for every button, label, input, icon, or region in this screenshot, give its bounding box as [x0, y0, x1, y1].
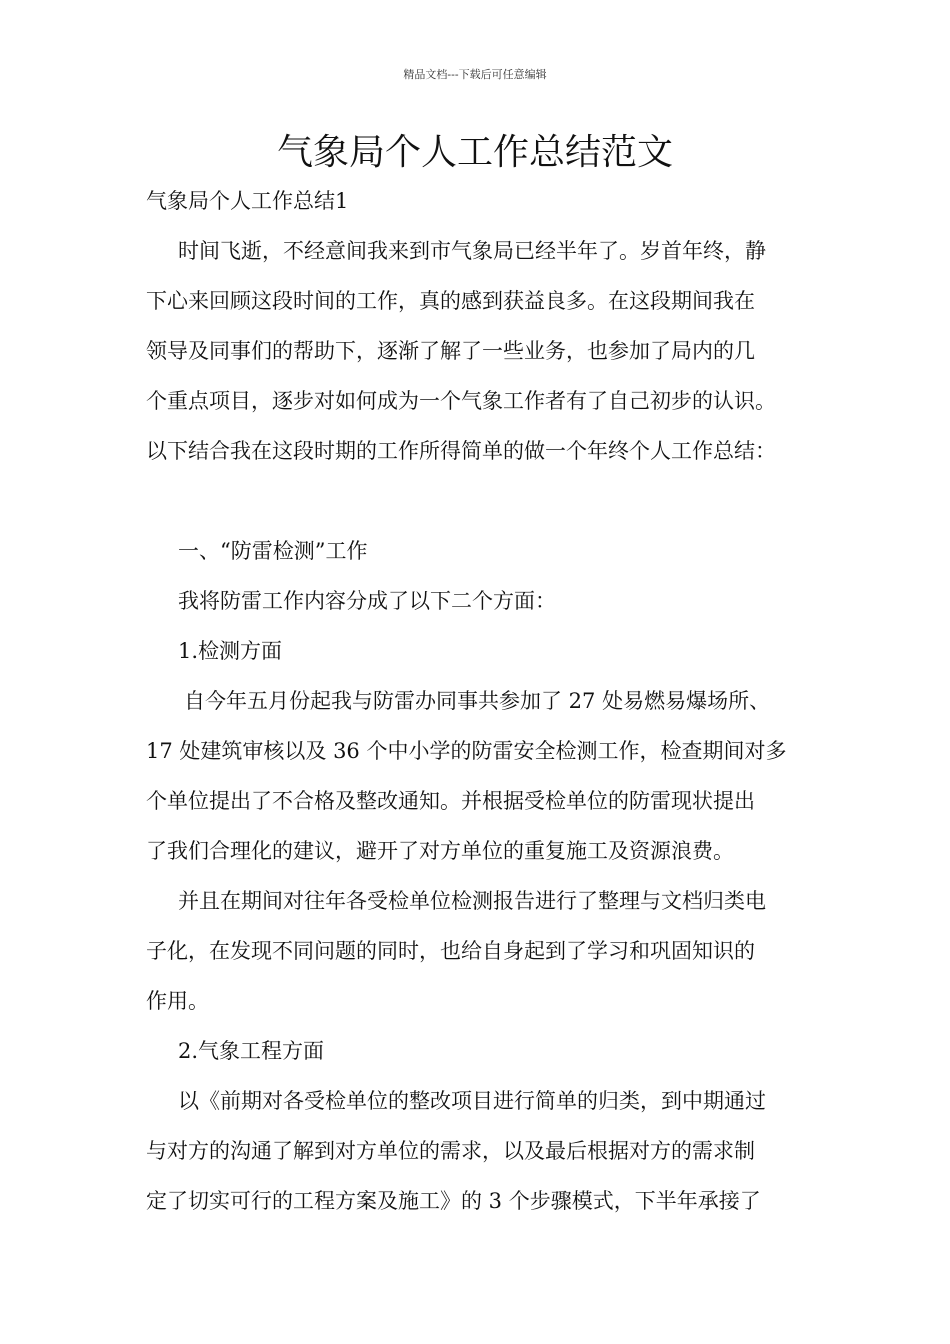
paragraph-line: 我将防雷工作内容分成了以下二个方面： — [178, 589, 556, 613]
section-heading: 一、“防雷检测”工作 — [178, 539, 368, 563]
subsection-heading: 1.检测方面 — [178, 639, 283, 663]
paragraph-line: 定了切实可行的工程方案及施工》的 3 个步骤模式，下半年承接了 — [146, 1189, 761, 1213]
paragraph-line: 自今年五月份起我与防雷办同事共参加了 27 处易燃易爆场所、 — [184, 689, 771, 713]
document-title: 气象局个人工作总结范文 — [276, 132, 673, 173]
paragraph-line: 领导及同事们的帮助下，逐渐了解了一些业务，也参加了局内的几 — [146, 339, 755, 363]
paragraph-line: 以《前期对各受检单位的整改项目进行简单的归类，到中期通过 — [178, 1089, 766, 1113]
paragraph-line: 与对方的沟通了解到对方单位的需求，以及最后根据对方的需求制 — [146, 1139, 755, 1163]
paragraph-line: 以下结合我在这段时期的工作所得简单的做一个年终个人工作总结： — [146, 439, 776, 463]
paragraph-line: 作用。 — [146, 989, 209, 1013]
document-subtitle: 气象局个人工作总结1 — [146, 189, 349, 213]
subsection-heading: 2.气象工程方面 — [178, 1039, 325, 1063]
paragraph-line: 下心来回顾这段时间的工作，真的感到获益良多。在这段期间我在 — [146, 289, 755, 313]
header-note: 精品文档---下载后可任意编辑 — [403, 68, 547, 81]
paragraph-line: 子化，在发现不同问题的同时，也给自身起到了学习和巩固知识的 — [146, 939, 755, 963]
paragraph-line: 时间飞逝，不经意间我来到市气象局已经半年了。岁首年终，静 — [178, 239, 766, 263]
paragraph-line: 个单位提出了不合格及整改通知。并根据受检单位的防雷现状提出 — [146, 789, 755, 813]
paragraph-line: 个重点项目，逐步对如何成为一个气象工作者有了自己初步的认识。 — [146, 389, 776, 413]
paragraph-line: 17 处建筑审核以及 36 个中小学的防雷安全检测工作，检查期间对多 — [146, 739, 787, 763]
paragraph-line: 了我们合理化的建议，避开了对方单位的重复施工及资源浪费。 — [146, 839, 734, 863]
paragraph-line: 并且在期间对往年各受检单位检测报告进行了整理与文档归类电 — [178, 889, 766, 913]
